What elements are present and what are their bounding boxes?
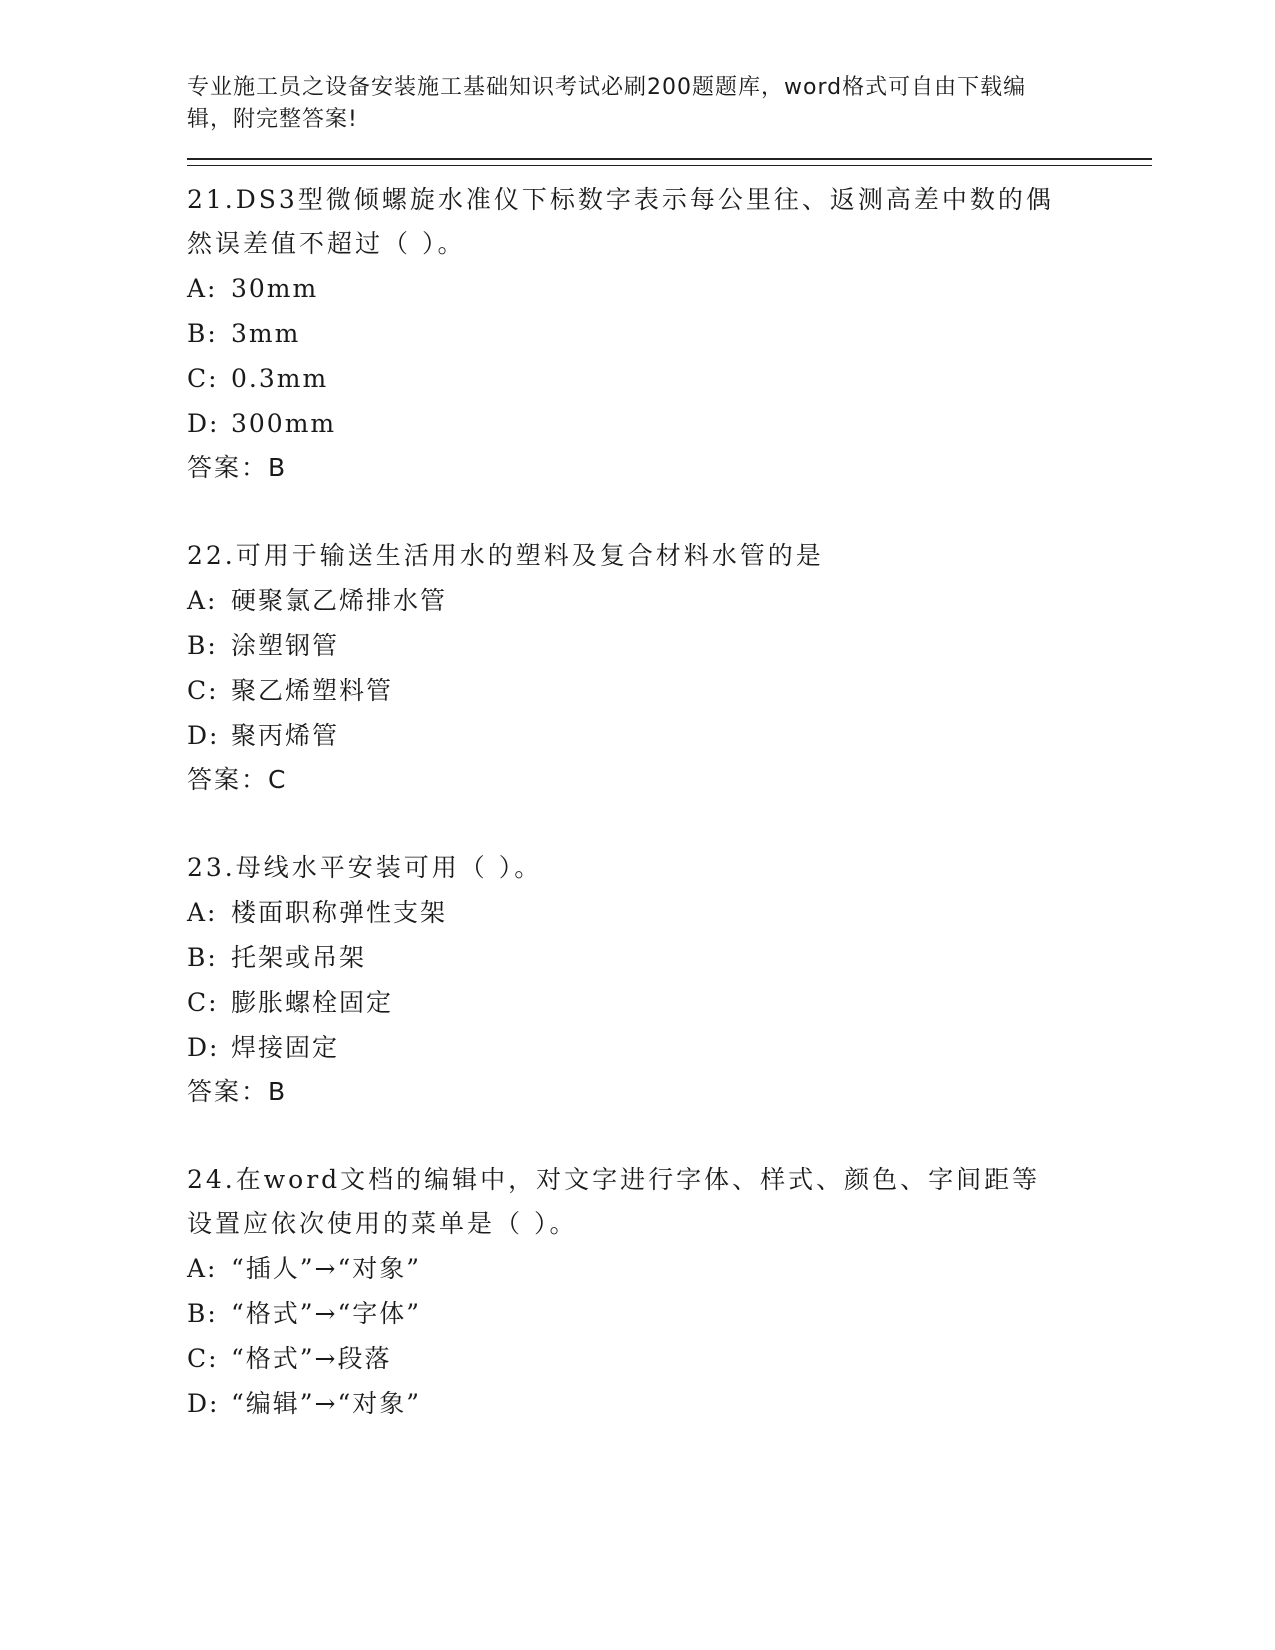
- option-letter: C:: [187, 1344, 219, 1373]
- question-text: 22.可用于输送生活用水的塑料及复合材料水管的是: [187, 541, 824, 570]
- option-letter: A:: [187, 898, 218, 927]
- option-text: “插人”→“对象”: [231, 1254, 422, 1283]
- document-header: 专业施工员之设备安装施工基础知识考试必刷200题题库，word格式可自由下载编辑，附完整答案!: [187, 75, 1027, 132]
- option-letter: C:: [187, 676, 219, 705]
- question-text: 21.DS3型微倾螺旋水准仪下标数字表示每公里往、返测高差中数的偶然误差值不超过（ ）。: [187, 185, 1054, 258]
- answer-line: 答案：B: [187, 1077, 288, 1106]
- option-text: 涂塑钢管: [231, 631, 340, 660]
- option-text: 30mm: [231, 274, 319, 303]
- option-d: [187, 1381, 1152, 1426]
- option-c: [187, 668, 1152, 713]
- option-a: [187, 890, 1152, 935]
- option-text: “格式”→“字体”: [231, 1299, 422, 1328]
- option-letter: D:: [187, 1389, 220, 1418]
- option-letter: B:: [187, 1299, 218, 1328]
- option-letter: D:: [187, 409, 220, 438]
- option-b: [187, 1291, 1152, 1336]
- question-22: [187, 534, 1152, 802]
- option-a: [187, 1246, 1152, 1291]
- document-page: [187, 72, 1152, 1470]
- option-c: [187, 1336, 1152, 1381]
- option-letter: A:: [187, 586, 218, 615]
- option-letter: C:: [187, 364, 219, 393]
- option-text: 托架或吊架: [231, 943, 367, 972]
- option-text: “格式”→段落: [231, 1344, 392, 1373]
- answer-line: 答案：B: [187, 453, 288, 482]
- option-letter: C:: [187, 988, 219, 1017]
- option-b: [187, 935, 1152, 980]
- header-divider: [187, 158, 1152, 166]
- question-21: [187, 178, 1152, 490]
- option-text: “编辑”→“对象”: [231, 1389, 422, 1418]
- option-text: 焊接固定: [231, 1033, 340, 1062]
- option-d: [187, 1025, 1152, 1070]
- option-b: [187, 623, 1152, 668]
- answer-line: 答案：C: [187, 765, 288, 794]
- question-24: [187, 1158, 1152, 1426]
- option-c: [187, 980, 1152, 1025]
- question-list: [187, 178, 1152, 1426]
- option-letter: A:: [187, 1254, 218, 1283]
- option-letter: D:: [187, 1033, 220, 1062]
- option-text: 聚丙烯管: [231, 721, 340, 750]
- option-letter: B:: [187, 319, 218, 348]
- option-c: [187, 356, 1152, 401]
- option-text: 0.3mm: [231, 364, 329, 393]
- question-text: 23.母线水平安装可用（ ）。: [187, 853, 543, 882]
- question-text: 24.在word文档的编辑中，对文字进行字体、样式、颜色、字间距等设置应依次使用的菜单是（ ）。: [187, 1165, 1041, 1238]
- option-text: 聚乙烯塑料管: [231, 676, 394, 705]
- question-23: [187, 846, 1152, 1114]
- option-text: 楼面职称弹性支架: [231, 898, 448, 927]
- option-letter: B:: [187, 631, 218, 660]
- option-a: [187, 578, 1152, 623]
- option-d: [187, 401, 1152, 446]
- option-a: [187, 266, 1152, 311]
- option-letter: B:: [187, 943, 218, 972]
- option-text: 硬聚氯乙烯排水管: [231, 586, 448, 615]
- option-letter: D:: [187, 721, 220, 750]
- option-letter: A:: [187, 274, 218, 303]
- option-text: 3mm: [231, 319, 301, 348]
- option-d: [187, 713, 1152, 758]
- option-text: 膨胀螺栓固定: [231, 988, 394, 1017]
- option-text: 300mm: [231, 409, 337, 438]
- option-b: [187, 311, 1152, 356]
